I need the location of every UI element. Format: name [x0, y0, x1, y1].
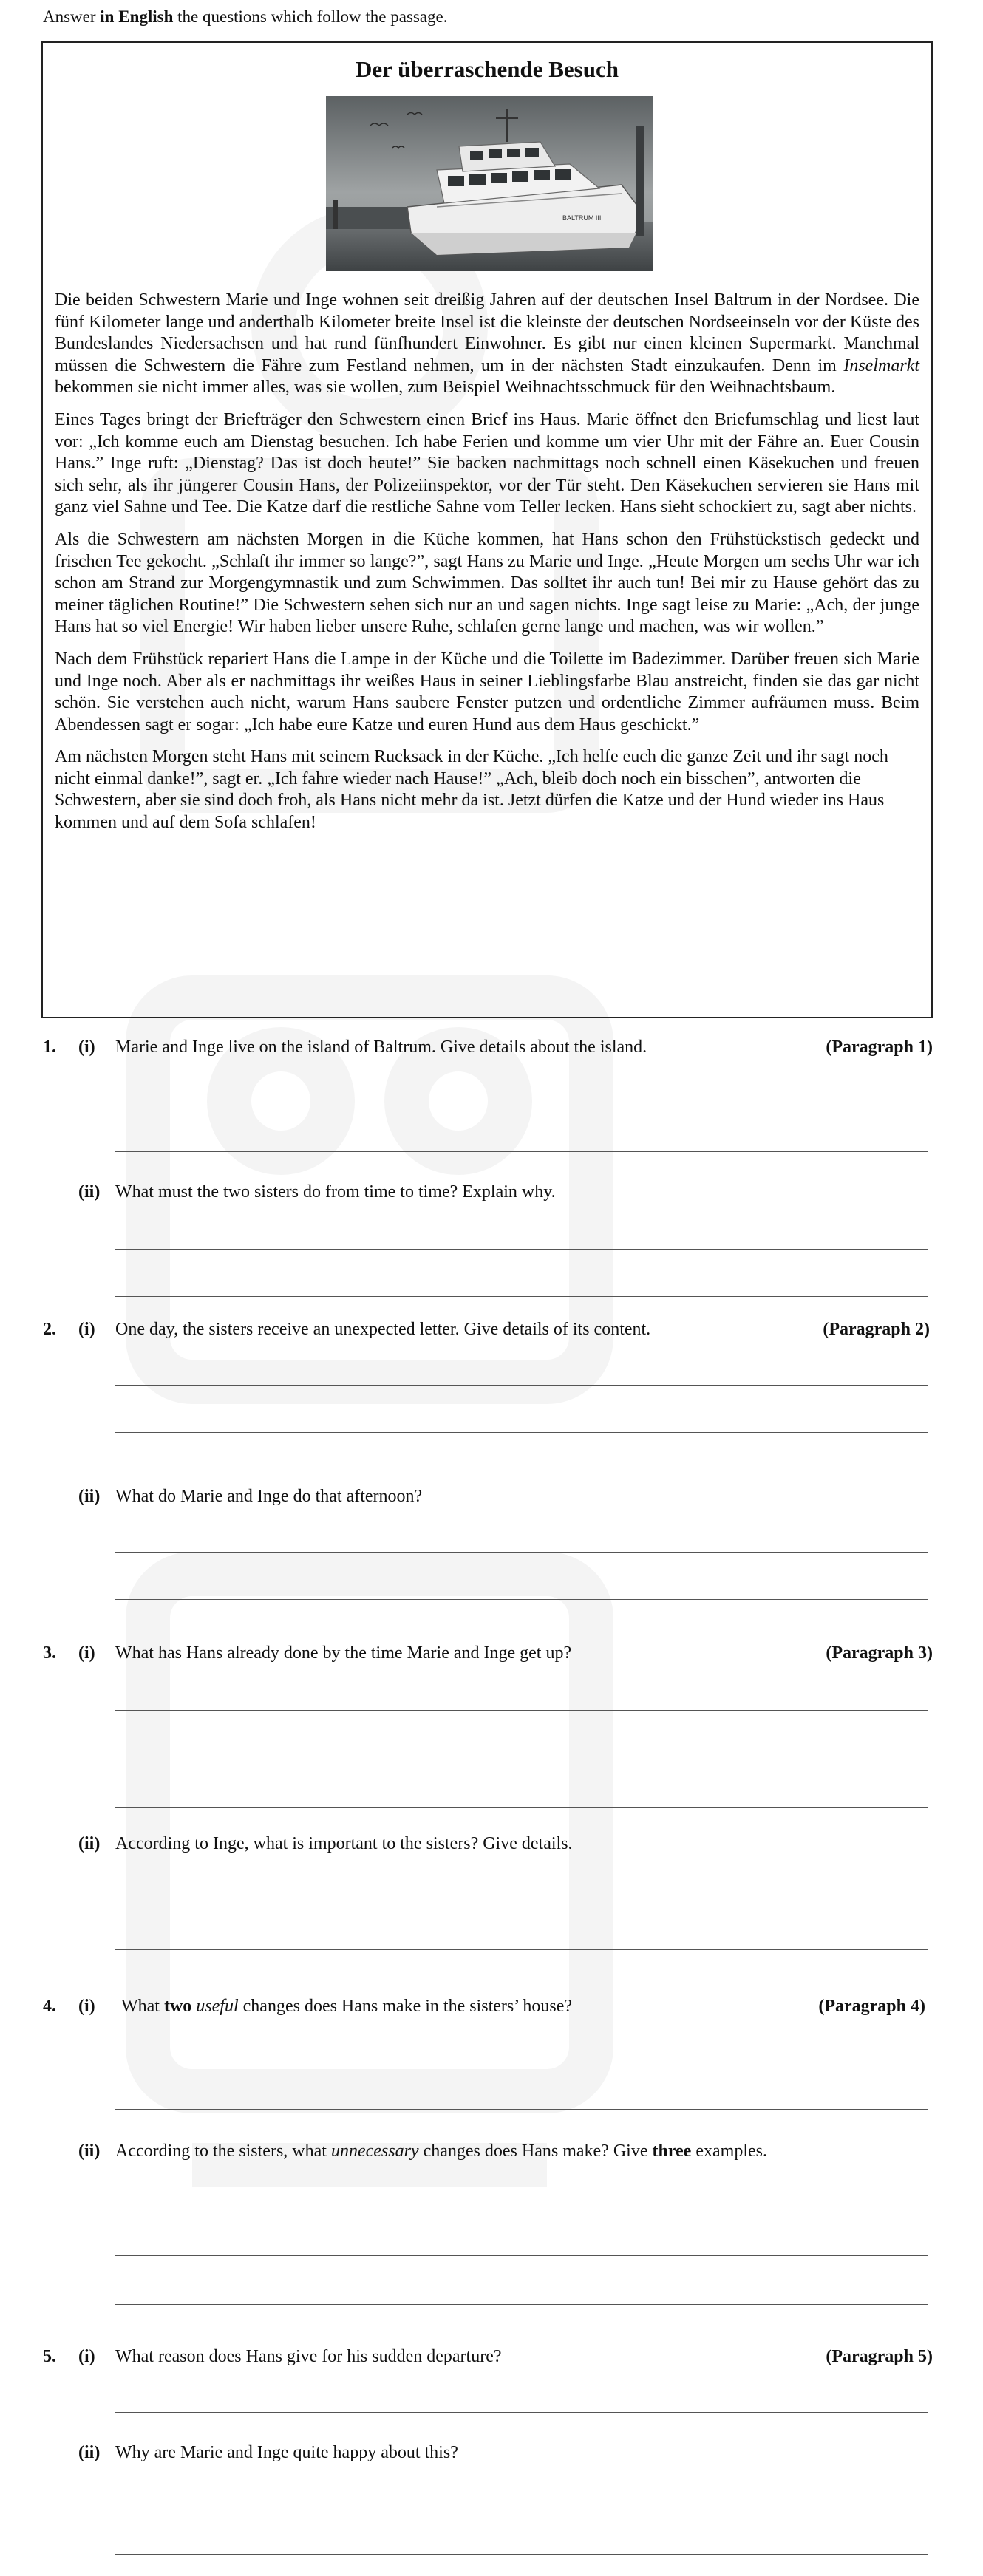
passage-title: Der überraschende Besuch [356, 56, 619, 82]
question-sub-label: (i) [78, 2347, 95, 2366]
ferry-photo [326, 96, 653, 271]
question-5-i [0, 2347, 983, 2372]
ship-name: BALTRUM III [562, 214, 602, 222]
question-sub-label: (ii) [78, 1487, 101, 1506]
question-1-i [0, 1037, 983, 1063]
answer-line[interactable] [115, 1249, 928, 1250]
question-number: 5. [43, 2347, 56, 2366]
question-sub-label: (ii) [78, 2443, 101, 2462]
question-text: According to the sisters, what unnecessary changes does Hans make? Give three examples. [115, 2141, 767, 2161]
question-1-ii [0, 1182, 983, 1207]
question-2-ii [0, 1487, 983, 1512]
paragraph-reference: (Paragraph 4) [818, 1997, 925, 2016]
passage-text [55, 290, 919, 845]
instructions: Answer in English the questions which follow the passage. [43, 7, 448, 26]
question-sub-label: (ii) [78, 1182, 101, 1202]
question-text: What do Marie and Inge do that afternoon? [115, 1487, 423, 1506]
question-sub-label: (i) [78, 1037, 95, 1057]
question-sub-label: (i) [78, 1997, 95, 2016]
question-text: What reason does Hans give for his sudden departure? [115, 2347, 502, 2366]
answer-line[interactable] [115, 2554, 928, 2555]
paragraph-2: Eines Tages bringt der Briefträger den Schwestern einen Brief ins Haus. Marie öffnet den Briefumschlag und liest laut vor: „Ich komme euch am Dienstag besuchen. Ich habe Ferien und komme um vier Uhr mit der Fähre an. Euer Cousin Hans.” Inge ruft: „Dienstag? Das ist doch heute!” Sie backen nachmittags noch schnell einen Käsekuchen und freuen sich sehr, als ihr jüngerer Cousin Hans, der Polizeiinspektor, vor der Tür steht. Den Käsekuchen servieren sie Hans mit ganz viel Sahne und Tee. Die Katze darf die restliche Sahne vom Teller lecken. Hans sieht schockiert zu, sagt aber nichts. [55, 409, 919, 517]
question-4-ii [0, 2141, 983, 2167]
answer-line[interactable] [115, 1385, 928, 1386]
paragraph-reference: (Paragraph 2) [823, 1320, 930, 1339]
answer-line[interactable] [115, 1151, 928, 1152]
paragraph-1: Die beiden Schwestern Marie und Inge wohnen seit dreißig Jahren auf der deutschen Insel Baltrum in der Nordsee. Die fünf Kilometer lange und anderthalb Kilometer breite Insel ist die kleinste der deutschen Nordseeinseln vor der Küste des Bundeslandes Niedersachsen und hat rund fünfhundert Einwohner. Es gibt nur einen kleinen Supermarkt. Manchmal müssen die Schwestern die Fähre zum Festland nehmen, um in der nächsten Stadt einzukaufen. Denn im Inselmarkt bekommen sie nicht immer alles, was sie wollen, zum Beispiel Weihnachtsschmuck für den Weihnachtsbaum. [55, 290, 919, 398]
answer-line[interactable] [115, 2412, 928, 2413]
answer-line[interactable] [115, 1432, 928, 1433]
paragraph-reference: (Paragraph 5) [826, 2347, 933, 2366]
answer-line[interactable] [115, 1552, 928, 1553]
question-5-ii [0, 2443, 983, 2468]
question-text: According to Inge, what is important to the sisters? Give details. [115, 1834, 573, 1853]
question-sub-label: (ii) [78, 2141, 101, 2161]
question-text: What has Hans already done by the time Marie and Inge get up? [115, 1643, 572, 1663]
question-number: 3. [43, 1643, 56, 1663]
question-3-ii [0, 1834, 983, 1859]
question-text: What two useful changes does Hans make in the sisters’ house? [121, 1997, 573, 2016]
question-text: What must the two sisters do from time to time? Explain why. [115, 1182, 556, 1202]
question-number: 4. [43, 1997, 56, 2016]
question-3-i [0, 1643, 983, 1669]
passage-box [41, 41, 933, 1018]
question-text: Marie and Inge live on the island of Baltrum. Give details about the island. [115, 1037, 647, 1057]
question-text: One day, the sisters receive an unexpected letter. Give details of its content. [115, 1320, 651, 1339]
answer-line[interactable] [115, 1710, 928, 1711]
question-2-i [0, 1320, 983, 1345]
question-sub-label: (i) [78, 1643, 95, 1663]
answer-line[interactable] [115, 1599, 928, 1600]
question-text: Why are Marie and Inge quite happy about this? [115, 2443, 458, 2462]
paragraph-reference: (Paragraph 1) [826, 1037, 933, 1057]
question-sub-label: (i) [78, 1320, 95, 1339]
question-number: 2. [43, 1320, 56, 1339]
paragraph-5: Am nächsten Morgen steht Hans mit seinem Rucksack in der Küche. „Ich helfe euch die ganze Zeit und ihr sagt noch nicht einmal danke!”, sagt er. „Ich fahre wieder nach Hause!” „Ach, bleib doch noch ein bisschen”, antworten die Schwestern, aber sie sind doch froh, als Hans nicht mehr da ist. Jetzt dürfen die Katze und der Hund wieder ins Haus kommen und auf dem Sofa schlafen! [55, 747, 888, 833]
paragraph-3: Als die Schwestern am nächsten Morgen in die Küche kommen, hat Hans schon den Frühstückstisch gedeckt und frischen Tee gekocht. „Schlaft ihr immer so lange?”, sagt Hans zu Marie und Inge. „Heute Morgen um sechs Uhr war ich schon am Strand zur Morgengymnastik und zum Schwimmen. Das solltet ihr auch tun! Bei mir zu Hause gehört das zu meiner täglichen Routine!” Die Schwestern sehen sich nur an und sagen nichts. Inge sagt leise zu Marie: „Ach, der junge Hans hat so viel Energie! Wir haben lieber unsere Ruhe, schlafen gerne lange und machen, was wir wollen.” [55, 529, 919, 637]
question-number: 1. [43, 1037, 56, 1057]
paragraph-reference: (Paragraph 3) [826, 1643, 933, 1663]
question-sub-label: (ii) [78, 1834, 101, 1853]
answer-line[interactable] [115, 2255, 928, 2256]
answer-line[interactable] [115, 1296, 928, 1297]
answer-line[interactable] [115, 1807, 928, 1808]
paragraph-4: Nach dem Frühstück repariert Hans die Lampe in der Küche und die Toilette im Badezimmer. Darüber freuen sich Marie und Inge noch. Aber als er nachmittags ihr weißes Haus in seiner Lieblingsfarbe Blau anstreicht, finden sie das gar nicht schön. Sie verstehen auch nicht, warum Hans saubere Fenster putzen und ordentliche Zimmer aufräumen muss. Beim Abendessen sagt er sogar: „Ich habe eure Katze und euren Hund aus dem Haus geschickt.” [55, 649, 919, 735]
answer-line[interactable] [115, 2109, 928, 2110]
question-4-i [0, 1997, 983, 2022]
answer-line[interactable] [115, 2304, 928, 2305]
answer-line[interactable] [115, 1949, 928, 1950]
